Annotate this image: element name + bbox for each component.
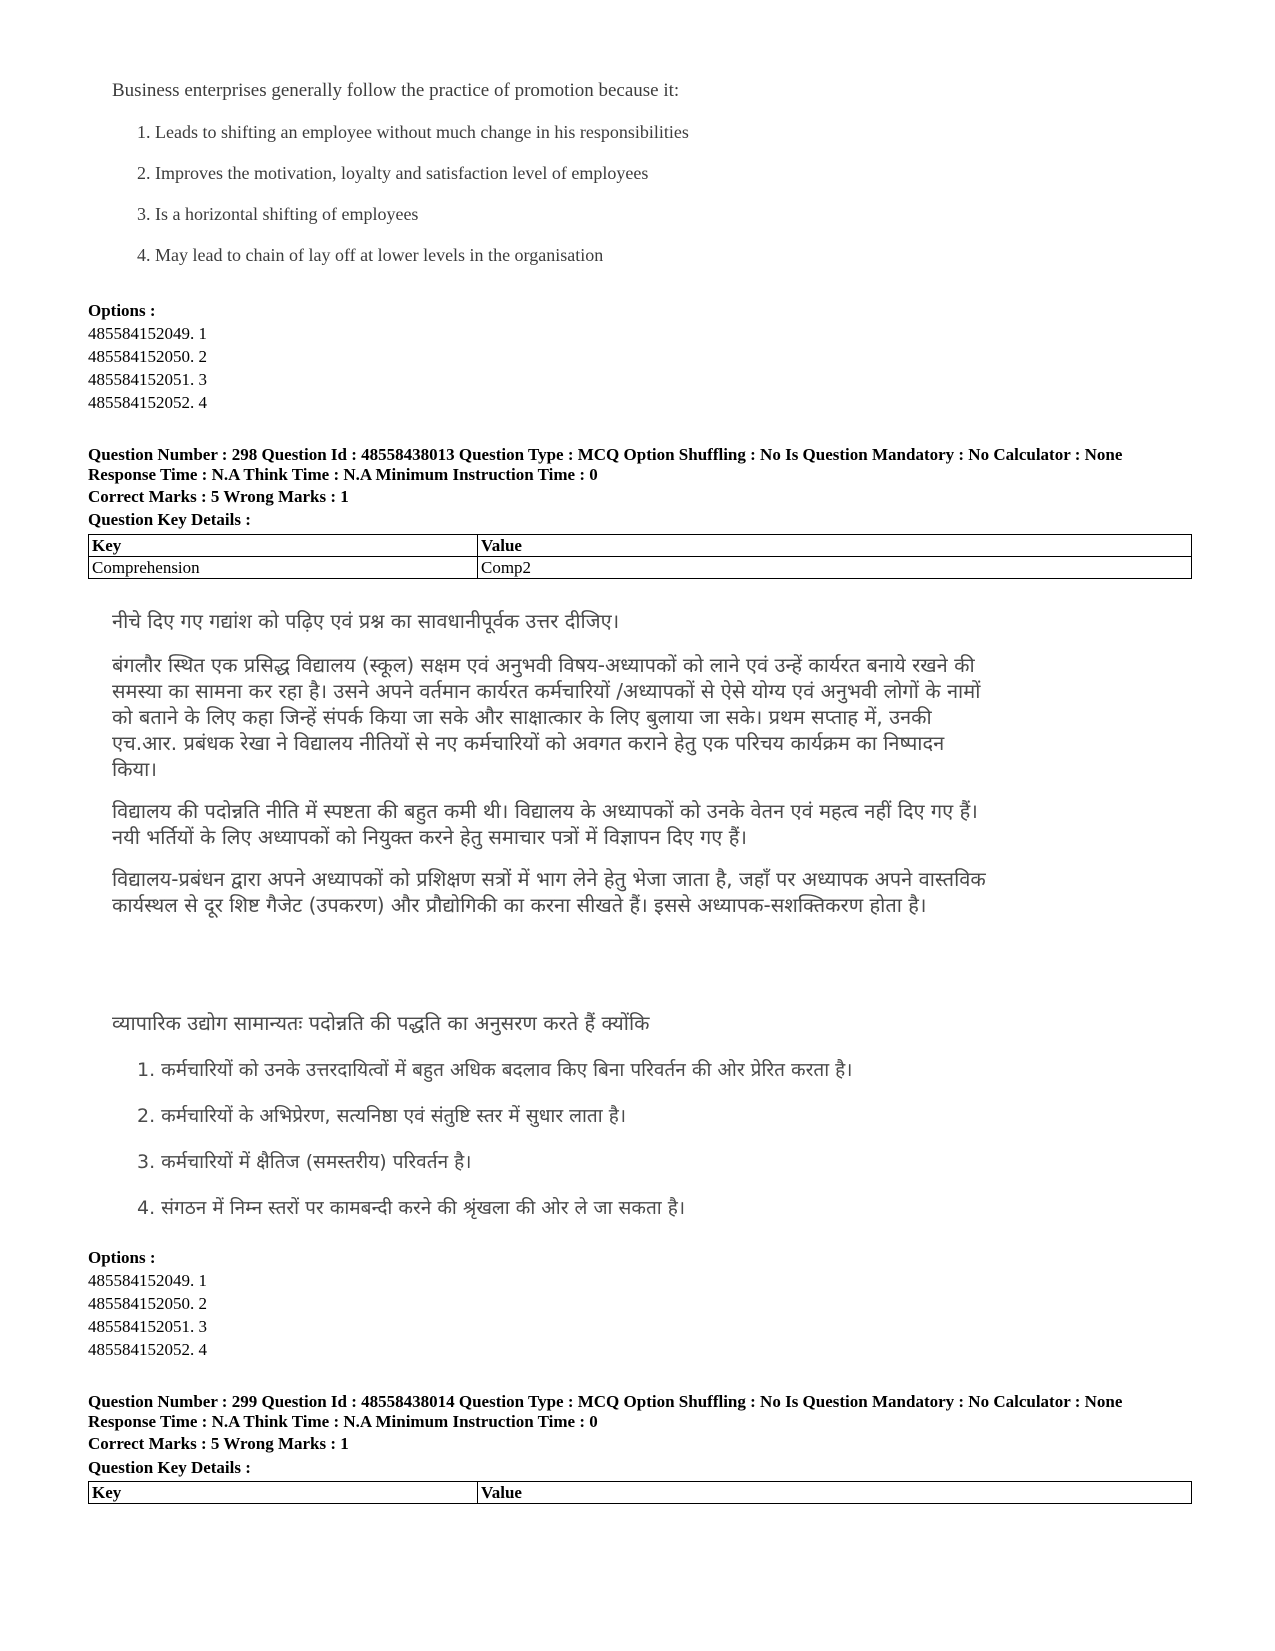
choice-2: 2. Improves the motivation, loyalty and satisfaction level of employees <box>137 163 649 183</box>
table-cell-value: Comp2 <box>478 557 1192 579</box>
options-label: Options : <box>88 301 156 320</box>
passage-paragraph-1: बंगलौर स्थित एक प्रसिद्ध विद्यालय (स्कूल) सक्षम एवं अनुभवी विषय-अध्यापकों को लाने एवं उन्हें कार्यरत बनाये रखने की समस्या का सामना कर रहा है। उसने अपने वर्तमान कार्यरत कर्मचारियों /अध्यापकों से ऐसे योग्य एवं अनुभवी लोगों के नामों को बताने के लिए कहा जिन्हें संपर्क किया जा सके और साक्षात्कार के लिए बुलाया जा सके। प्रथम सप्ताह में, उनकी एच.आर. प्रबंधक रेखा ने विद्यालय नीतियों से नए कर्मचारियों को अवगत कराने हेतु एक परिचय कार्यक्रम का निष्पादन किया। <box>112 653 981 781</box>
passage-instruction: नीचे दिए गए गद्यांश को पढ़िए एवं प्रश्न का सावधानीपूर्वक उत्तर दीजिए। <box>112 609 620 633</box>
question-298-stem-image <box>112 1010 1012 1220</box>
choice-3: 3. कर्मचारियों में क्षैतिज (समस्तरीय) परिवर्तन है। <box>137 1151 472 1173</box>
option-row: 485584152052. 4 <box>88 393 207 412</box>
choice-3: 3. Is a horizontal shifting of employees <box>137 204 419 224</box>
option-row: 485584152051. 3 <box>88 370 207 389</box>
passage-paragraph-2: विद्यालय की पदोन्नति नीति में स्पष्टता की बहुत कमी थी। विद्यालय के अध्यापकों को उनके वेतन एवं महत्व नहीं दिए गए हैं। नयी भर्तियों के लिए अध्यापकों को नियुक्त करने हेतु समाचार पत्रों में विज्ञापन दिए गए हैं। <box>112 799 978 849</box>
table-row <box>89 557 1192 579</box>
choice-1: 1. Leads to shifting an employee without much change in his responsibilities <box>137 122 689 142</box>
question-stem: Business enterprises generally follow the practice of promotion because it: <box>112 80 680 101</box>
key-details-table <box>88 1481 1192 1504</box>
question-meta-line: Question Number : 299 Question Id : 48558438014 Question Type : MCQ Option Shuffling : No Is Question Mandatory : No Calculator : None <box>88 1392 1123 1411</box>
option-row: 485584152050. 2 <box>88 1294 207 1313</box>
choice-4: 4. संगठन में निम्न स्तरों पर कामबन्दी करने की श्रृंखला की ओर ले जा सकता है। <box>137 1197 686 1219</box>
table-header-row <box>89 1482 1192 1504</box>
question-meta-299 <box>88 1392 1192 1432</box>
question-meta-298 <box>88 445 1192 485</box>
options-label: Options : <box>88 1248 156 1267</box>
table-header-value: Value <box>478 1482 1192 1504</box>
marks-line: Correct Marks : 5 Wrong Marks : 1 <box>88 487 349 506</box>
option-row: 485584152049. 1 <box>88 324 207 343</box>
question-meta-line: Question Number : 298 Question Id : 48558438013 Question Type : MCQ Option Shuffling : No Is Question Mandatory : No Calculator : None <box>88 445 1123 464</box>
option-row: 485584152052. 4 <box>88 1340 207 1359</box>
marks-line: Correct Marks : 5 Wrong Marks : 1 <box>88 1434 349 1453</box>
question-stem: व्यापारिक उद्योग सामान्यतः पदोन्नति की पद्धति का अनुसरण करते हैं क्योंकि <box>112 1011 650 1035</box>
passage-paragraph-3: विद्यालय-प्रबंधन द्वारा अपने अध्यापकों को प्रशिक्षण सत्रों में भाग लेने हेतु भेजा जाता है, जहाँ पर अध्यापक अपने वास्तविक कार्यस्थल से दूर शिष्ट गैजेट (उपकरण) और प्रौद्योगिकी का करना सीखते हैं। इससे अध्यापक-सशक्तिकरण होता है। <box>112 867 986 917</box>
choice-1: 1. कर्मचारियों को उनके उत्तरदायित्वों में बहुत अधिक बदलाव किए बिना परिवर्तन की ओर प्रेरित करता है। <box>137 1059 853 1081</box>
question-meta-line: Response Time : N.A Think Time : N.A Minimum Instruction Time : 0 <box>88 1412 598 1431</box>
table-header-row <box>89 535 1192 557</box>
key-details-label: Question Key Details : <box>88 1458 251 1477</box>
question-297-image <box>112 80 912 266</box>
table-header-key: Key <box>89 1482 478 1504</box>
option-row: 485584152051. 3 <box>88 1317 207 1336</box>
table-cell-key: Comprehension <box>89 557 478 579</box>
option-row: 485584152050. 2 <box>88 347 207 366</box>
choice-4: 4. May lead to chain of lay off at lower levels in the organisation <box>137 245 604 265</box>
table-header-key: Key <box>89 535 478 557</box>
choice-2: 2. कर्मचारियों के अभिप्रेरण, सत्यनिष्ठा एवं संतुष्टि स्तर में सुधार लाता है। <box>137 1105 627 1127</box>
question-meta-line: Response Time : N.A Think Time : N.A Minimum Instruction Time : 0 <box>88 465 598 484</box>
key-details-label: Question Key Details : <box>88 510 251 529</box>
key-details-table <box>88 534 1192 579</box>
table-header-value: Value <box>478 535 1192 557</box>
option-row: 485584152049. 1 <box>88 1271 207 1290</box>
question-298-passage-image <box>112 608 1012 918</box>
